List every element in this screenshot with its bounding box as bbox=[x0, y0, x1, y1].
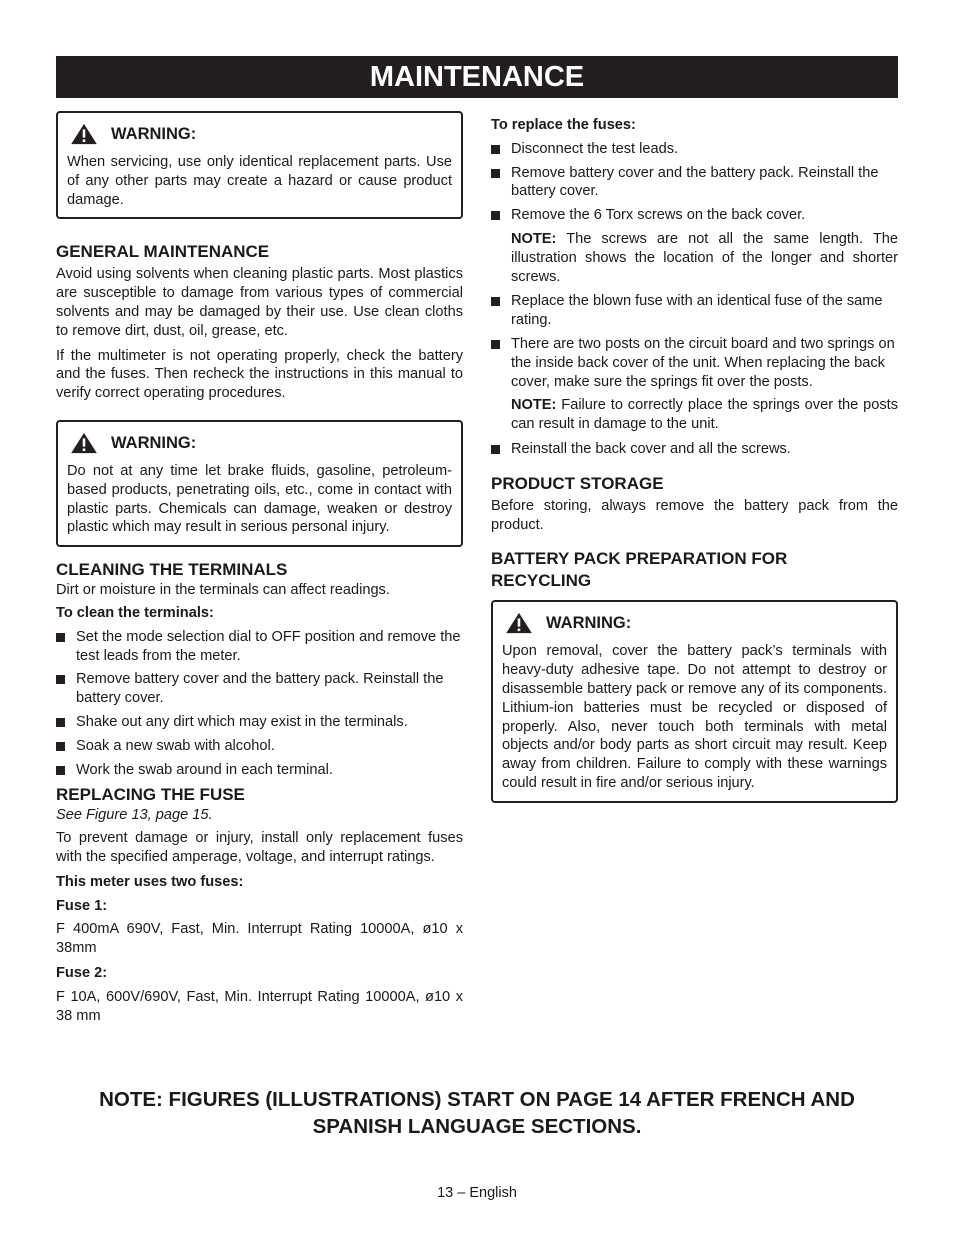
list-item: Soak a new swab with alcohol. bbox=[56, 737, 463, 756]
fuses-subheading: This meter uses two fuses: bbox=[56, 873, 244, 890]
bullet-square-icon bbox=[56, 766, 65, 775]
note-springs: NOTE: Failure to correctly place the springs over the posts can result in damage to the unit. bbox=[511, 397, 898, 433]
cleaning-subheading: To clean the terminals: bbox=[56, 604, 214, 621]
note-screws: NOTE: The screws are not all the same length. The illustration shows the location of the longer and shorter screws. bbox=[511, 230, 898, 285]
right-column bbox=[491, 116, 898, 803]
general-maintenance-heading: GENERAL MAINTENANCE bbox=[56, 242, 270, 262]
fuse-1-spec: F 400mA 690V, Fast, Min. Interrupt Rating 10000A, ø10 x 38mm bbox=[56, 921, 463, 957]
fuse-2-label: Fuse 2: bbox=[56, 964, 108, 981]
replace-fuses-list-end bbox=[491, 440, 898, 459]
bullet-square-icon bbox=[56, 633, 65, 642]
warning-box-servicing bbox=[56, 111, 463, 219]
figures-note: NOTE: FIGURES (ILLUSTRATIONS) START ON PAGE 14 AFTER FRENCH AND SPANISH LANGUAGE SECTIONS. bbox=[99, 1088, 855, 1138]
warning-heading bbox=[504, 612, 887, 634]
cleaning-terminals-heading: CLEANING THE TERMINALS bbox=[56, 560, 288, 580]
bullet-square-icon bbox=[491, 169, 500, 178]
cleaning-steps-list bbox=[56, 628, 463, 780]
general-maintenance-paragraph-1: Avoid using solvents when cleaning plastic parts. Most plastics are susceptible to damage from various types of commercial solvents and may be damaged by their use. Use clean cloths to remove dirt, dust, oil, grease, etc. bbox=[56, 266, 463, 339]
product-storage-text: Before storing, always remove the battery pack from the product. bbox=[491, 497, 898, 533]
list-item: Set the mode selection dial to OFF position and remove the test leads from the meter. bbox=[56, 628, 463, 666]
warning-triangle-icon bbox=[69, 123, 99, 145]
cleaning-intro: Dirt or moisture in the terminals can affect readings. bbox=[56, 582, 390, 599]
fuse-1-label: Fuse 1: bbox=[56, 897, 108, 914]
list-item: Remove battery cover and the battery pack. Reinstall the battery cover. bbox=[56, 670, 463, 708]
warning-triangle-icon bbox=[504, 612, 534, 634]
list-item: There are two posts on the circuit board and two springs on the inside back cover of the unit. When replacing the back cover, make sure the springs fit over the posts. bbox=[491, 335, 898, 391]
bullet-square-icon bbox=[491, 445, 500, 454]
warning-label: WARNING: bbox=[546, 613, 632, 632]
figure-reference: See Figure 13, page 15. bbox=[56, 807, 213, 824]
warning-box-battery bbox=[491, 600, 898, 802]
page-title: MAINTENANCE bbox=[56, 56, 898, 98]
warning-text: Do not at any time let brake fluids, gasoline, petroleum-based products, penetrating oils, etc., come in contact with plastic parts. Chemicals can damage, weaken or destroy plastic which may result in serious personal injury. bbox=[67, 462, 452, 536]
bullet-square-icon bbox=[491, 297, 500, 306]
bullet-square-icon bbox=[491, 145, 500, 154]
bullet-square-icon bbox=[56, 675, 65, 684]
replace-fuses-list-cont bbox=[491, 292, 898, 391]
bullet-square-icon bbox=[56, 718, 65, 727]
list-item: Replace the blown fuse with an identical fuse of the same rating. bbox=[491, 292, 898, 330]
fuse-2-spec: F 10A, 600V/690V, Fast, Min. Interrupt Rating 10000A, ø10 x 38 mm bbox=[56, 988, 463, 1024]
product-storage-heading: PRODUCT STORAGE bbox=[491, 473, 664, 493]
left-column bbox=[56, 111, 463, 1031]
general-maintenance-paragraph-2: If the multimeter is not operating properly, check the battery and the fuses. Then recheck the instructions in this manual to verify correct operating procedures. bbox=[56, 347, 463, 402]
battery-recycling-heading: BATTERY PACK PREPARATION FOR RECYCLING bbox=[491, 549, 788, 591]
warning-box-chemicals bbox=[56, 420, 463, 547]
warning-label: WARNING: bbox=[111, 124, 197, 143]
list-item: Remove the 6 Torx screws on the back cover. bbox=[491, 206, 898, 225]
replace-fuses-subheading: To replace the fuses: bbox=[491, 117, 636, 133]
list-item: Work the swab around in each terminal. bbox=[56, 761, 463, 780]
list-item: Disconnect the test leads. bbox=[491, 140, 898, 159]
warning-heading bbox=[69, 123, 452, 145]
warning-heading bbox=[69, 432, 452, 454]
warning-text: Upon removal, cover the battery pack’s terminals with heavy-duty adhesive tape. Do not attempt to destroy or disassemble battery pack or remove any of its components. Lithium-ion batteries must be recycled or disposed of properly. Also, never touch both terminals with metal objects and/or body parts as short circuit may result. Keep away from children. Failure to comply with these warnings could result in fire and/or serious injury. bbox=[502, 643, 887, 791]
bullet-square-icon bbox=[56, 742, 65, 751]
warning-text: When servicing, use only identical replacement parts. Use of any other parts may create a hazard or cause product damage. bbox=[67, 154, 452, 208]
warning-label: WARNING: bbox=[111, 433, 197, 452]
replacing-fuse-paragraph: To prevent damage or injury, install only replacement fuses with the specified amperage, voltage, and interrupt ratings. bbox=[56, 830, 463, 865]
bullet-square-icon bbox=[491, 340, 500, 349]
list-item: Reinstall the back cover and all the screws. bbox=[491, 440, 898, 459]
list-item: Shake out any dirt which may exist in the terminals. bbox=[56, 713, 463, 732]
bullet-square-icon bbox=[491, 211, 500, 220]
replacing-fuse-heading: REPLACING THE FUSE bbox=[56, 785, 245, 805]
page-footer: 13 – English bbox=[437, 1185, 517, 1201]
replace-fuses-list bbox=[491, 140, 898, 225]
list-item: Remove battery cover and the battery pack. Reinstall the battery cover. bbox=[491, 164, 898, 202]
warning-triangle-icon bbox=[69, 432, 99, 454]
